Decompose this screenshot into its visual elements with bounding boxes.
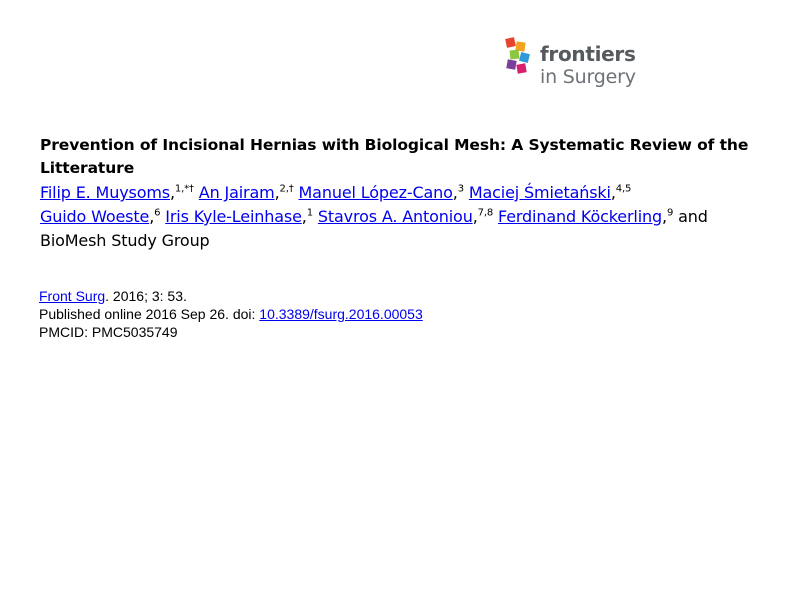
journal-link[interactable]: Front Surg — [39, 288, 106, 304]
author-affiliation: 2,† — [279, 183, 294, 195]
author-list: Filip E. Muysoms,$^{1,*\dagger}$ An Jairam,$^{2,\dagger}$ Manuel López-Cano,$^3$ Maciej Śmietański,$^{4,5}$ Guido Woeste,$^6$ Iris Kyle-Leinhase,$^1$ Stavros A. Antoniou,$^{7,8}$ Ferdinand Köckerling,$^9$ and BioMesh Study Group — [40, 183, 708, 250]
author-affiliation: 4,5 — [615, 183, 632, 195]
author-connector: and — [673, 207, 708, 226]
author-link[interactable]: Iris Kyle-Leinhase — [165, 207, 302, 226]
author-affiliation: 6 — [154, 207, 161, 219]
author-affiliation: 3 — [457, 183, 464, 195]
citation-line — [39, 287, 759, 305]
author-affiliation: 1 — [306, 207, 313, 219]
logo-journal-name: in Surgery — [540, 66, 636, 88]
article-title: Prevention of Incisional Hernias with Biological Mesh: A Systematic Review of the Litterature — [40, 136, 749, 177]
author-affiliation: 7,8 — [477, 207, 494, 219]
author-affiliation: 1,*† — [174, 183, 194, 195]
author-link[interactable]: Ferdinand Köckerling — [498, 207, 663, 226]
author-link[interactable]: Guido Woeste — [40, 207, 150, 226]
published-date: Published online 2016 Sep 26. doi: — [39, 306, 260, 322]
journal-logo — [504, 36, 654, 96]
citation-block — [39, 287, 759, 341]
citation-details: . 2016; 3: 53. — [105, 288, 187, 304]
author-affiliation: 9 — [666, 207, 674, 219]
author-link[interactable]: Filip E. Muysoms — [40, 183, 170, 202]
article-header — [40, 134, 760, 253]
author-link[interactable]: Maciej Śmietański — [468, 183, 611, 202]
author-link[interactable]: Manuel López-Cano — [298, 183, 453, 202]
doi-link[interactable]: 10.3389/fsurg.2016.00053 — [259, 306, 423, 322]
author-link[interactable]: Stavros A. Antoniou — [317, 207, 473, 226]
publication-line — [39, 305, 759, 323]
frontiers-logo-icon — [504, 36, 538, 76]
pmcid-line: PMCID: PMC5035749 — [39, 324, 178, 340]
logo-wordmark: frontiers — [540, 42, 636, 66]
study-group: BioMesh Study Group — [40, 231, 210, 250]
author-link[interactable]: An Jairam — [198, 183, 275, 202]
